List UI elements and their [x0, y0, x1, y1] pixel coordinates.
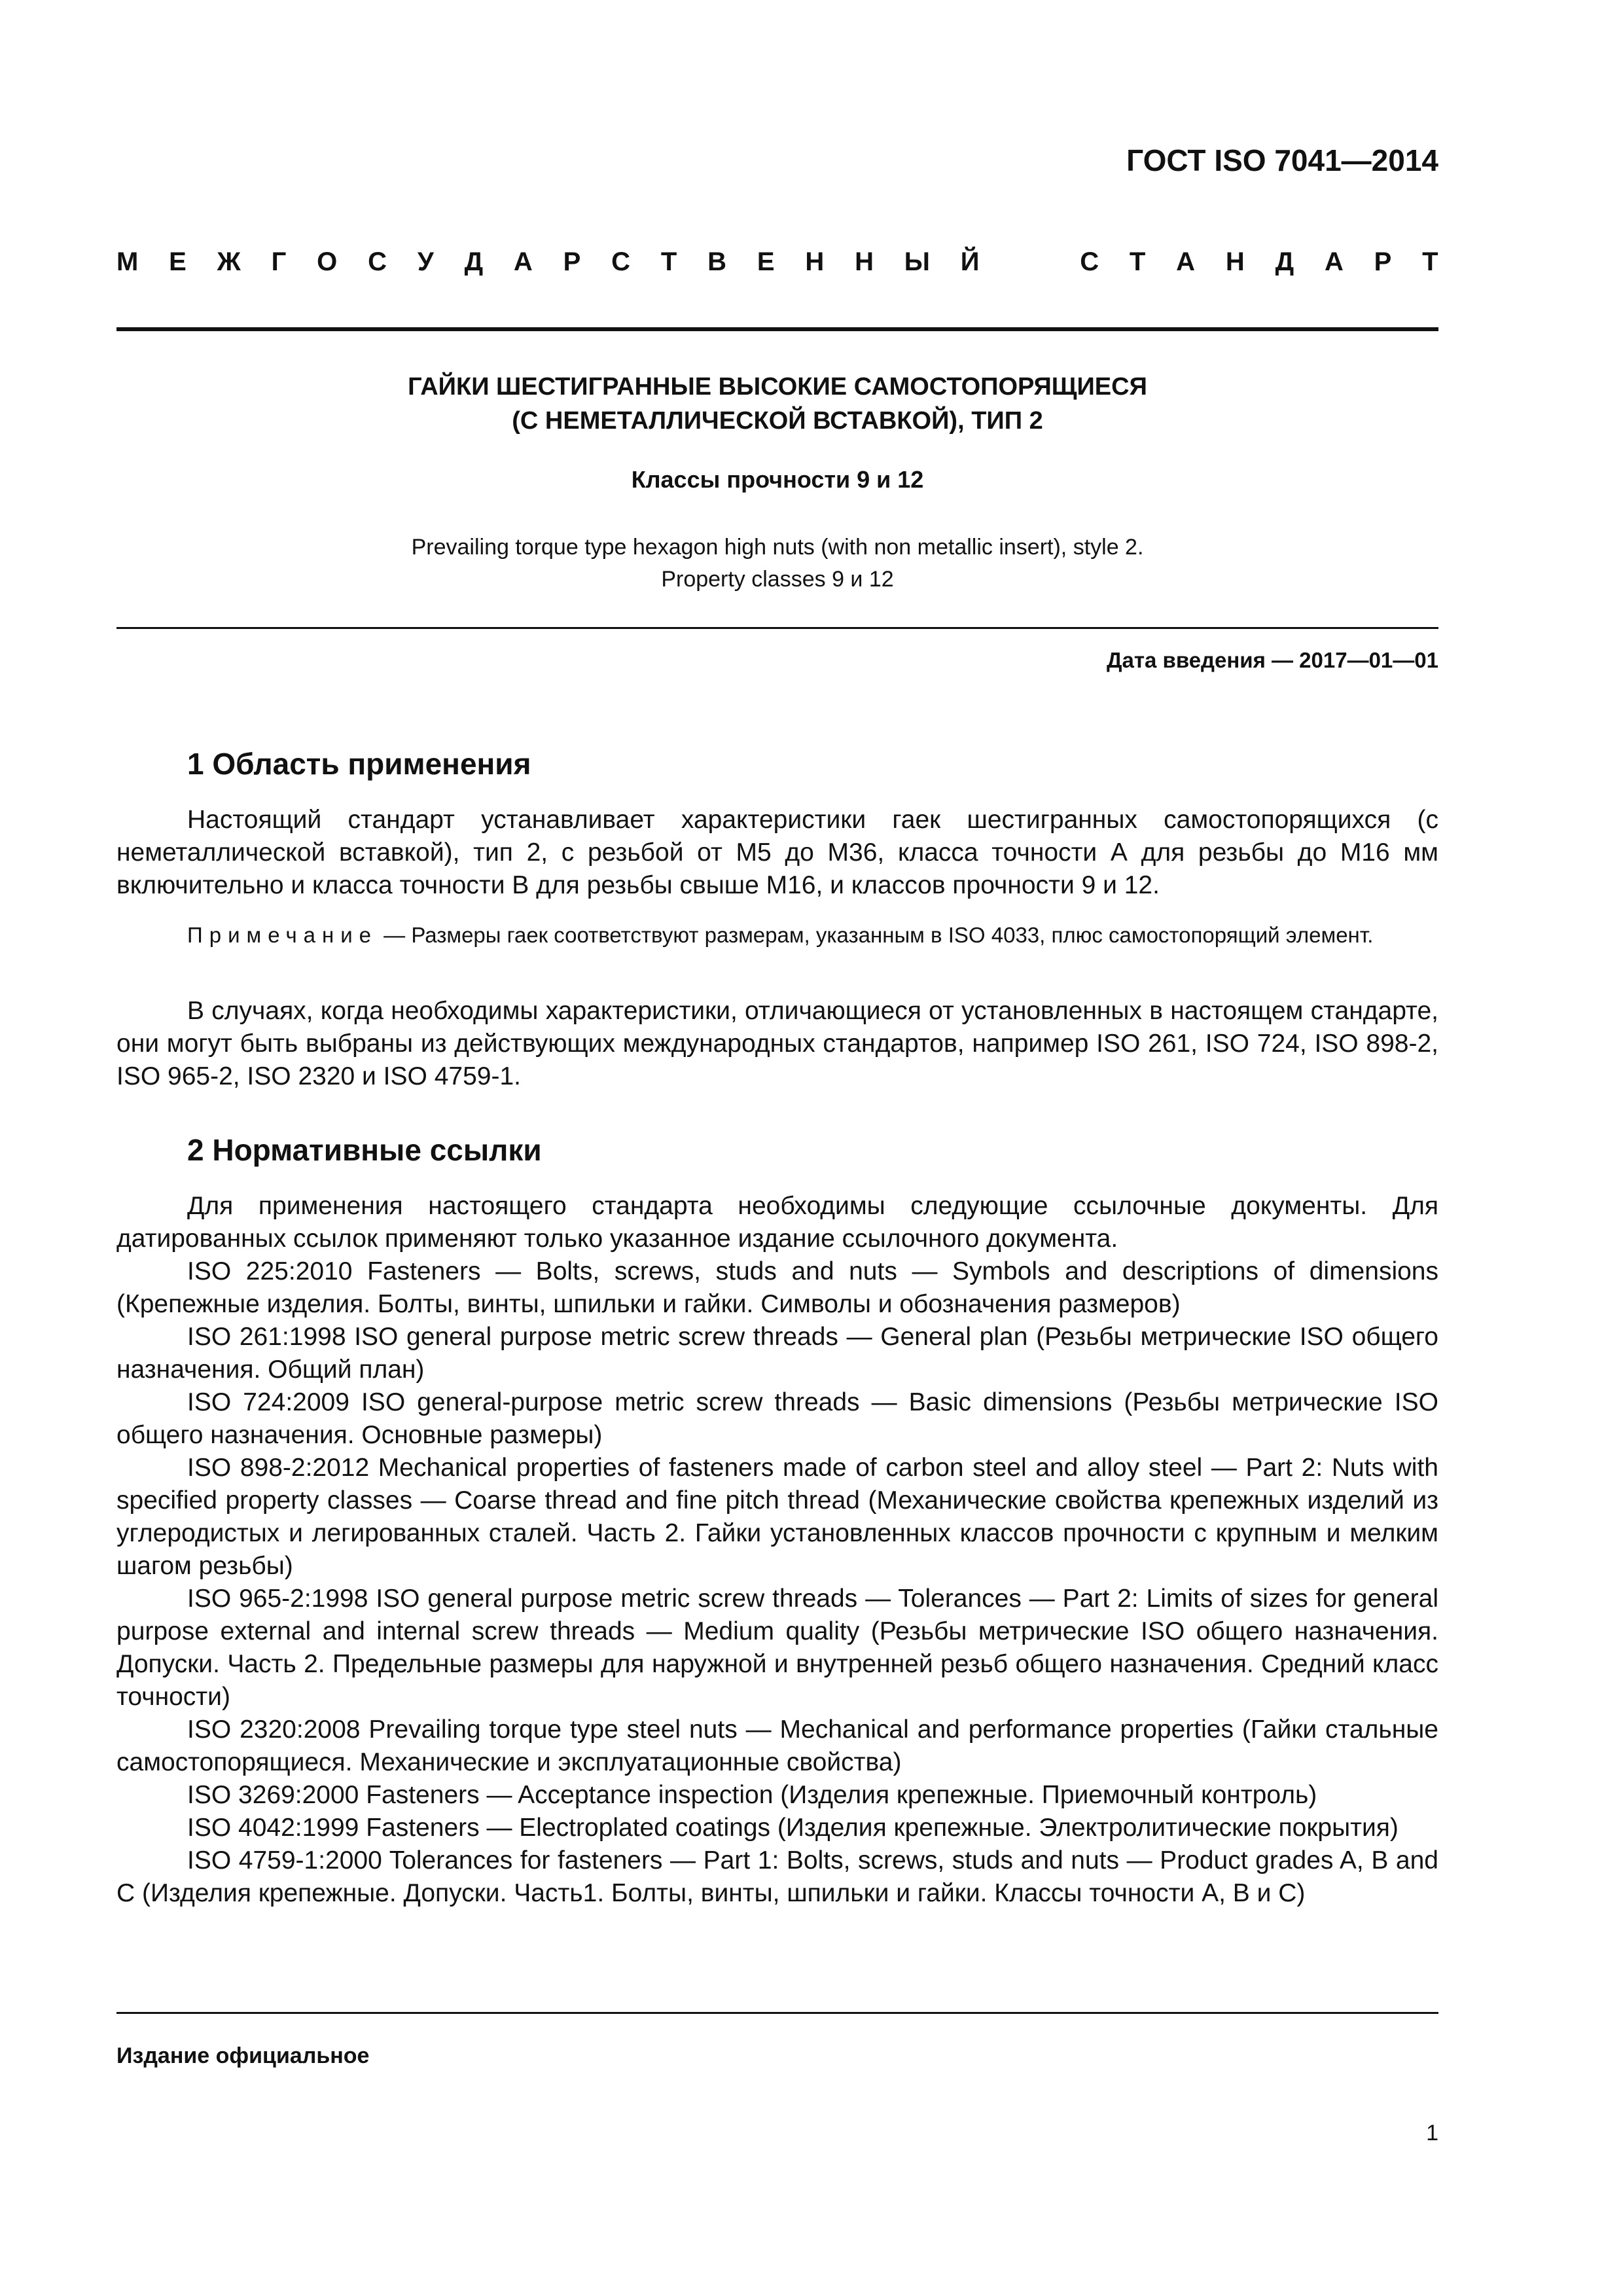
- banner-letter: Р: [1374, 247, 1392, 276]
- section-2-heading: 2 Нормативные ссылки: [187, 1133, 542, 1167]
- banner-letter: Р: [563, 247, 581, 276]
- banner-letter: С: [1080, 247, 1099, 276]
- list-item: ISO 225:2010 Fasteners — Bolts, screws, studs and nuts — Symbols and descriptions of dimensions (Крепежные изделия. Болты, винты, шпильки и гайки. Символы и обозначения размеров): [116, 1257, 1438, 1318]
- english-title-line-2: Property classes 9 и 12: [661, 567, 894, 592]
- banner-letter: Е: [757, 247, 775, 276]
- page-number: 1: [1426, 2121, 1438, 2145]
- list-item: ISO 2320:2008 Prevailing torque type steel nuts — Mechanical and performance properties (Гайки стальные самостопорящиеся. Механические и эксплуатационные свойства): [116, 1715, 1438, 1776]
- list-item: ISO 3269:2000 Fasteners — Acceptance inspection (Изделия крепежные. Приемочный контроль): [187, 1781, 1317, 1809]
- title-line-2: (С НЕМЕТАЛЛИЧЕСКОЙ ВСТАВКОЙ), ТИП 2: [512, 407, 1043, 435]
- list-item: ISO 4759-1:2000 Tolerances for fasteners — Part 1: Bolts, screws, studs and nuts — Product grades A, B and C (Изделия крепежные. Допуски. Часть1. Болты, винты, шпильки и гайки. Классы точности А, В и С): [116, 1846, 1438, 1907]
- section-1-note: [116, 922, 1438, 949]
- section-1-paragraph-2: В случаях, когда необходимы характеристики, отличающиеся от установленных в настоящем стандарте, они могут быть выбраны из действующих международных стандартов, например ISO 261, ISO 724, ISO 898-2, ISO 965-2, ISO 2320 и ISO 4759-1.: [116, 997, 1438, 1090]
- banner-letter: Т: [660, 247, 677, 276]
- list-item: ISO 4042:1999 Fasteners — Electroplated coatings (Изделия крепежные. Электролитические покрытия): [187, 1814, 1399, 1842]
- english-title: [116, 531, 1438, 596]
- banner-letter: Й: [960, 247, 980, 276]
- normative-references-list: [116, 1190, 1438, 1910]
- list-item: ISO 898-2:2012 Mechanical properties of fasteners made of carbon steel and alloy steel — Part 2: Nuts with specified property classes — Coarse thread and fine pitch thread (Механические свойства крепежных изделий из углеродистых и легированных сталей. Часть 2. Гайки установленных классов прочности с крупным и мелким шагом резьбы): [116, 1454, 1438, 1580]
- banner-letter: Ж: [217, 247, 241, 276]
- banner-letter: А: [1176, 247, 1196, 276]
- banner-letter: Е: [169, 247, 187, 276]
- document-subtitle: Классы прочности 9 и 12: [631, 466, 924, 493]
- banner-letter: У: [417, 247, 434, 276]
- section-1-paragraph-1: Настоящий стандарт устанавливает характеристики гаек шестигранных самостопорящихся (с неметаллической вставкой), тип 2, с резьбой от М5 до М36, класса точности А для резьбы до М16 мм включительно и класса точности В для резьбы свыше М16, и классов прочности 9 и 12.: [116, 806, 1438, 899]
- banner-letter: С: [368, 247, 387, 276]
- banner-letter: Т: [1129, 247, 1146, 276]
- document-title: [116, 370, 1438, 438]
- title-line-1: ГАЙКИ ШЕСТИГРАННЫЕ ВЫСОКИЕ САМОСТОПОРЯЩИЕСЯ: [408, 373, 1147, 401]
- header-rule-thick: [116, 327, 1438, 331]
- banner-letter: А: [1324, 247, 1344, 276]
- list-item: ISO 724:2009 ISO general-purpose metric screw threads — Basic dimensions (Резьбы метрические ISO общего назначения. Основные размеры): [116, 1388, 1438, 1449]
- banner-letter: Т: [1422, 247, 1438, 276]
- footer-rule: [116, 2012, 1438, 2014]
- note-label: Примечание: [187, 923, 378, 947]
- official-edition-label: Издание официальное: [116, 2043, 370, 2068]
- banner-letter: Ы: [904, 247, 930, 276]
- note-text: — Размеры гаек соответствуют размерам, указанным в ISO 4033, плюс самостопорящий элемент.: [378, 923, 1374, 947]
- banner-letter: Д: [464, 247, 484, 276]
- standard-code: ГОСТ ISO 7041—2014: [1126, 143, 1438, 177]
- banner-letter: А: [513, 247, 533, 276]
- interstate-standard-banner: [116, 247, 1438, 277]
- list-item: Для применения настоящего стандарта необходимы следующие ссылочные документы. Для датированных ссылок применяют только указанное издание ссылочного документа.: [116, 1192, 1438, 1253]
- section-1-heading: 1 Область применения: [187, 747, 531, 781]
- english-title-line-1: Prevailing torque type hexagon high nuts (with non metallic insert), style 2.: [411, 535, 1144, 560]
- list-item: ISO 261:1998 ISO general purpose metric screw threads — General plan (Резьбы метрические ISO общего назначения. Общий план): [116, 1323, 1438, 1384]
- banner-letter: С: [611, 247, 631, 276]
- banner-letter: В: [707, 247, 726, 276]
- banner-letter: Д: [1275, 247, 1294, 276]
- list-item: ISO 965-2:1998 ISO general purpose metric screw threads — Tolerances — Part 2: Limits of sizes for general purpose external and internal screw threads — Medium quality (Резьбы метрические ISO общего назначения. Допуски. Часть 2. Предельные размеры для наружной и внутренней резьб общего назначения. Средний класс точности): [116, 1585, 1438, 1711]
- banner-letter: Н: [805, 247, 825, 276]
- title-rule: [116, 627, 1438, 629]
- banner-gap: [1010, 247, 1049, 277]
- banner-letter: Н: [855, 247, 874, 276]
- banner-letter: М: [116, 247, 139, 276]
- banner-letter: Н: [1225, 247, 1245, 276]
- banner-letter: Г: [271, 247, 287, 276]
- intro-date: Дата введения — 2017—01—01: [1107, 648, 1438, 672]
- banner-letter: О: [317, 247, 338, 276]
